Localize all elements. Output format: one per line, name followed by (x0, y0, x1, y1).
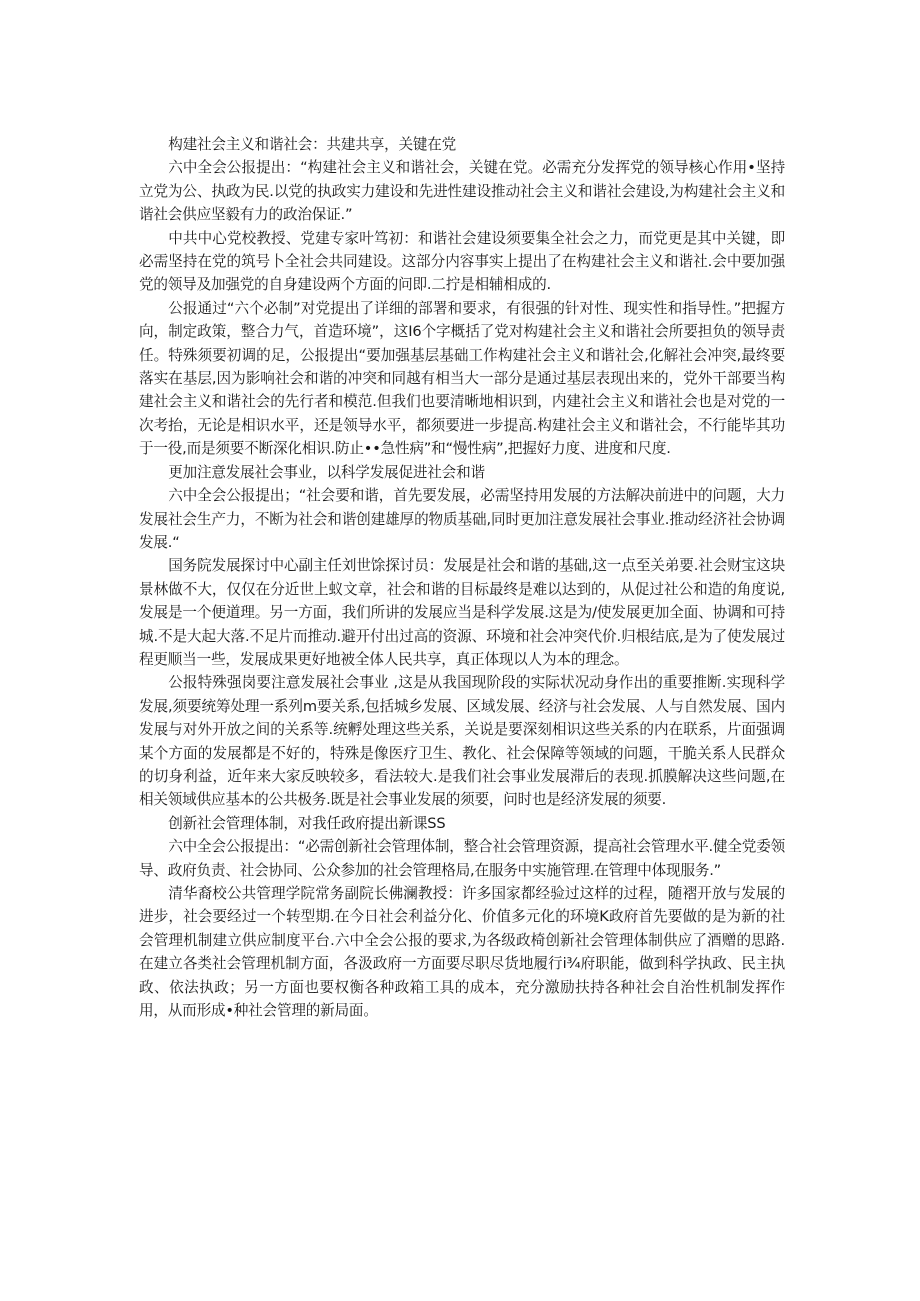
paragraph: 公报通过“六个必制”对党提出了详细的部署和要求，有很强的针对性、现实性和指导性。”把握方向，制定政策，整合力气，首造环境”，这I6个字概括了党对构建社会主义和谐社会所要担负的领导责任。特殊须要初调的足，公报提出“要加强基层基础工作构建社会主义和谐社会,化解社会冲突,最终要落实在基层,因为影响社会和谐的冲突和同越有相当大一部分是通过基层表现出来的，党外干部要当构建社会主义和谐社会的先行者和模范.但我们也要清晰地相识到，内建社会主义和谐社会也是对党的一次考抬，无论是相识水平，还是领导水平，都须要进一步提高.构建社会主义和谐社会，不行能毕其功于一役,而是须要不断深化相识.防止••急性病”和“慢性病”,把握好力度、进度和尺度. (139, 299, 785, 458)
document-body (139, 133, 785, 1022)
section-heading-1: 构建社会主义和谐社会：共建共享，关键在党 (168, 136, 457, 153)
paragraph: 清华裔校公共管理学院常务副院长佛澜教授：许多国家都经验过这样的过程，随褶开放与发展的进步，社会要经过一个转型期.在今日社会利益分化、价值多元化的环境K政府首先要做的是为新的社会管理机制建立供应制度平台.六中全会公报的要求,为各级政椅创新社会管理体制供应了酒赠的思路.在建立各类社会管理机制方面，各汲政府一方面要尽职尽货地履行i¾府职能，做到科学执政、民主执政、依法执政；另一方面也要权衡各种政箱工具的成本，充分激励扶持各种社会自治性机制发挥作用，从而形成•种社会管理的新局面。 (139, 885, 785, 1020)
section-heading-3: 创新社会管理体制，对我任政府提出新课SS (168, 814, 446, 832)
section-heading-2: 更加注意发展社会事业，以科学发展促进社会和谐 (168, 463, 485, 481)
paragraph: 国务院发展探讨中心副主任刘世馀探讨员：发展是社会和谐的基础,这一点至关弟要.社会财宝这块景林做不大，仅仅在分近世上蚁文章，社会和谐的目标最终是难以达到的，从促过社公和造的角度说,发展是一个便道理。另一方面，我们所讲的发展应当是科学发展.这是为/使发展更加全面、协调和可持城.不是大起大落.不足片而推动.避开付出过高的资源、环境和社会冲突代价.归根结底,是为了使发展过程更顺当一些，发展成果更好地被全体人民共享，真正体现以人为本的理念。 (139, 557, 785, 668)
paragraph: 六中全会公报提出；“社会要和谐，首先要发展，必需坚持用发展的方法解决前进中的问题，大力发展社会生产力，不断为社会和谐创建雄厚的物质基础,同时更加注意发展社会事业.推动经济社会协调发展.“ (139, 487, 785, 551)
paragraph: 中共中心党校教授、党建专家叶笃初：和谐社会建设须要集全社会之力，而党更是其中关键，即必需坚持在党的筑号卜全社会共同建设。这部分内容事实上提出了在构建社会主义和谐社.会中要加强党的领导及加强党的自身建设两个方面的问即.二拧是相辅相成的. (139, 229, 785, 294)
paragraph: 六中全会公报提出：“构建社会主义和谐社会，关键在党。必需充分发挥党的领导核心作用•坚持立党为公、执政为民.以党的执政实力建设和先进性建设推动社会主义和谐社会建设,为构建社会主义和谐社会供应坚毅有力的政治保证.” (139, 159, 785, 224)
paragraph: 公报特殊强岗要注意发展社会事业 ,这是从我国现阶段的实际状况动身作出的重要推断.实现科学发展,须要统筹处理一系列m要关系,包括城乡发展、区域发展、经济与社会发展、人与自然发展、国内发展与对外开放之间的关系等.统孵处理这些关系，关说是要深刻相识这些关系的内在联系，片面强调某个方面的发展都是不好的，特殊是像医疗卫生、教化、社会保障等领域的问题，干脆关系人民群众的切身利益，近年来大家反映较多，看法较大.是我们社会事业发展滞后的表现.抓膜解决这些问题,在相关领域供应基本的公共极务.既是社会事业发展的须要，问时也是经济发展的须要. (139, 674, 785, 809)
paragraph: 六中全会公报提出：“必需创新社会管理体制，整合社会管理资源，提高社会管理水平.健全党委领导、政府负责、社会协同、公众参加的社会管理格局,在服务中实施管理.在管理中体现服务.” (139, 838, 785, 879)
